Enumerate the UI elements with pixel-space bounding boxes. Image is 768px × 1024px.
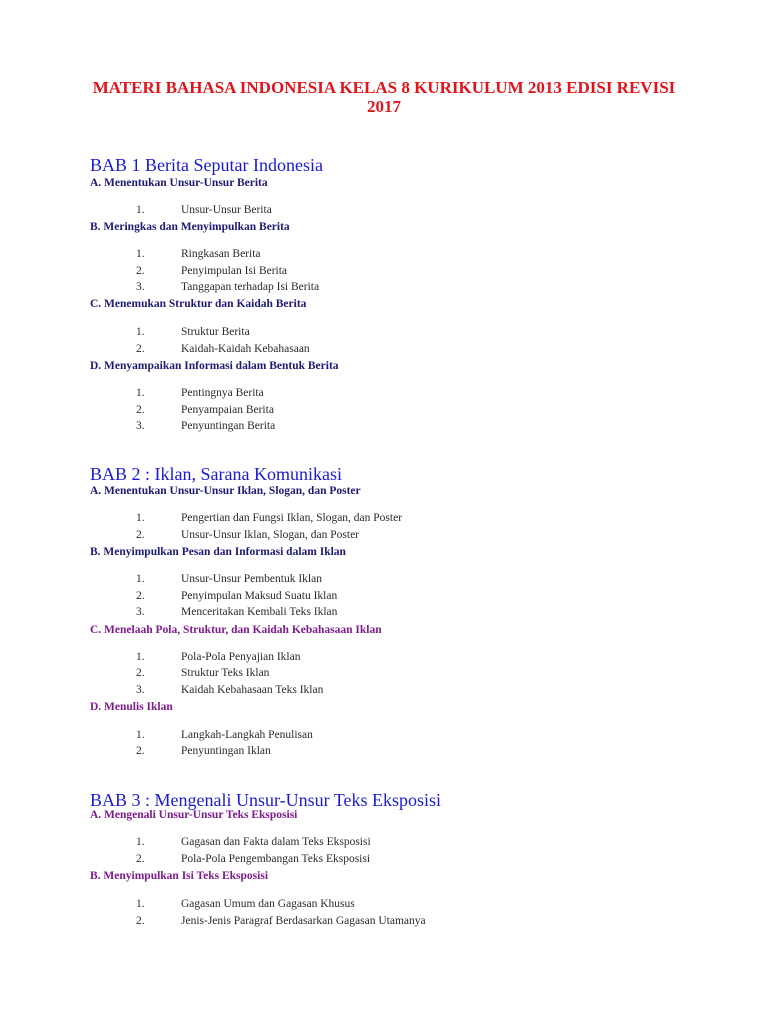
section-heading: B. Menyimpulkan Pesan dan Informasi dalam Iklan bbox=[90, 546, 346, 558]
document-title: MATERI BAHASA INDONESIA KELAS 8 KURIKULUM 2013 EDISI REVISI 2017 bbox=[92, 78, 676, 116]
list-item-text: Penyuntingan Iklan bbox=[181, 745, 271, 757]
list-item-number: 2. bbox=[136, 343, 145, 355]
list-item-number: 2. bbox=[136, 265, 145, 277]
list-item-text: Pentingnya Berita bbox=[181, 387, 264, 399]
list-item-text: Jenis-Jenis Paragraf Berdasarkan Gagasan Utamanya bbox=[181, 915, 426, 927]
list-item-number: 1. bbox=[136, 512, 145, 524]
list-item-text: Pola-Pola Penyajian Iklan bbox=[181, 651, 301, 663]
list-item bbox=[0, 913, 768, 929]
list-item-text: Ringkasan Berita bbox=[181, 248, 261, 260]
list-item-text: Penyampaian Berita bbox=[181, 404, 274, 416]
list-item bbox=[0, 418, 768, 434]
list-item bbox=[0, 385, 768, 401]
list-item-text: Unsur-Unsur Iklan, Slogan, dan Poster bbox=[181, 529, 359, 541]
list-item-number: 1. bbox=[136, 573, 145, 585]
list-item bbox=[0, 341, 768, 357]
list-item-number: 2. bbox=[136, 529, 145, 541]
list-item-number: 1. bbox=[136, 729, 145, 741]
list-item-number: 1. bbox=[136, 204, 145, 216]
list-item-number: 1. bbox=[136, 387, 145, 399]
list-item-text: Pengertian dan Fungsi Iklan, Slogan, dan Poster bbox=[181, 512, 403, 524]
list-item-text: Kaidah-Kaidah Kebahasaan bbox=[181, 343, 310, 355]
list-item bbox=[0, 527, 768, 543]
list-item bbox=[0, 279, 768, 295]
list-item bbox=[0, 588, 768, 604]
list-item-text: Gagasan Umum dan Gagasan Khusus bbox=[181, 898, 355, 910]
list-item-text: Langkah-Langkah Penulisan bbox=[181, 729, 313, 741]
list-item-text: Struktur Teks Iklan bbox=[181, 667, 270, 679]
list-item-number: 3. bbox=[136, 684, 145, 696]
list-item-number: 1. bbox=[136, 326, 145, 338]
section-heading: D. Menulis Iklan bbox=[90, 701, 173, 713]
list-item-number: 3. bbox=[136, 281, 145, 293]
section-heading: A. Mengenali Unsur-Unsur Teks Eksposisi bbox=[90, 809, 298, 821]
list-item-text: Menceritakan Kembali Teks Iklan bbox=[181, 606, 338, 618]
list-item bbox=[0, 665, 768, 681]
list-item-text: Penyimpulan Maksud Suatu Iklan bbox=[181, 590, 338, 602]
list-item-number: 2. bbox=[136, 745, 145, 757]
list-item bbox=[0, 202, 768, 218]
list-item-number: 3. bbox=[136, 420, 145, 432]
list-item-text: Pola-Pola Pengembangan Teks Eksposisi bbox=[181, 853, 371, 865]
list-item bbox=[0, 324, 768, 340]
list-item-text: Tanggapan terhadap Isi Berita bbox=[181, 281, 320, 293]
section-heading: A. Menentukan Unsur-Unsur Berita bbox=[90, 177, 268, 189]
section-heading: A. Menentukan Unsur-Unsur Iklan, Slogan, dan Poster bbox=[90, 485, 361, 497]
list-item-number: 1. bbox=[136, 836, 145, 848]
list-item bbox=[0, 896, 768, 912]
section-heading: B. Meringkas dan Menyimpulkan Berita bbox=[90, 221, 290, 233]
list-item bbox=[0, 851, 768, 867]
list-item-number: 2. bbox=[136, 915, 145, 927]
list-item bbox=[0, 682, 768, 698]
list-item-number: 2. bbox=[136, 404, 145, 416]
list-item-text: Gagasan dan Fakta dalam Teks Eksposisi bbox=[181, 836, 371, 848]
chapter-heading: BAB 1 Berita Seputar Indonesia bbox=[90, 155, 323, 175]
list-item bbox=[0, 510, 768, 526]
list-item bbox=[0, 649, 768, 665]
list-item bbox=[0, 743, 768, 759]
list-item-number: 1. bbox=[136, 651, 145, 663]
section-heading: C. Menelaah Pola, Struktur, dan Kaidah Kebahasaan Iklan bbox=[90, 624, 382, 636]
list-item-text: Struktur Berita bbox=[181, 326, 250, 338]
list-item-text: Penyuntingan Berita bbox=[181, 420, 276, 432]
list-item-number: 1. bbox=[136, 898, 145, 910]
section-heading: D. Menyampaikan Informasi dalam Bentuk Berita bbox=[90, 360, 339, 372]
list-item-number: 1. bbox=[136, 248, 145, 260]
list-item bbox=[0, 263, 768, 279]
list-item bbox=[0, 402, 768, 418]
list-item-number: 2. bbox=[136, 590, 145, 602]
section-heading: C. Menemukan Struktur dan Kaidah Berita bbox=[90, 298, 307, 310]
list-item-text: Penyimpulan Isi Berita bbox=[181, 265, 288, 277]
list-item bbox=[0, 246, 768, 262]
chapter-heading: BAB 2 : Iklan, Sarana Komunikasi bbox=[90, 464, 342, 484]
list-item-text: Kaidah Kebahasaan Teks Iklan bbox=[181, 684, 324, 696]
list-item-number: 2. bbox=[136, 667, 145, 679]
list-item-number: 3. bbox=[136, 606, 145, 618]
chapter-heading: BAB 3 : Mengenali Unsur-Unsur Teks Eksposisi bbox=[90, 790, 442, 810]
list-item-text: Unsur-Unsur Pembentuk Iklan bbox=[181, 573, 322, 585]
list-item-number: 2. bbox=[136, 853, 145, 865]
list-item bbox=[0, 571, 768, 587]
list-item bbox=[0, 604, 768, 620]
section-heading: B. Menyimpulkan Isi Teks Eksposisi bbox=[90, 870, 269, 882]
list-item-text: Unsur-Unsur Berita bbox=[181, 204, 272, 216]
list-item bbox=[0, 727, 768, 743]
list-item bbox=[0, 834, 768, 850]
